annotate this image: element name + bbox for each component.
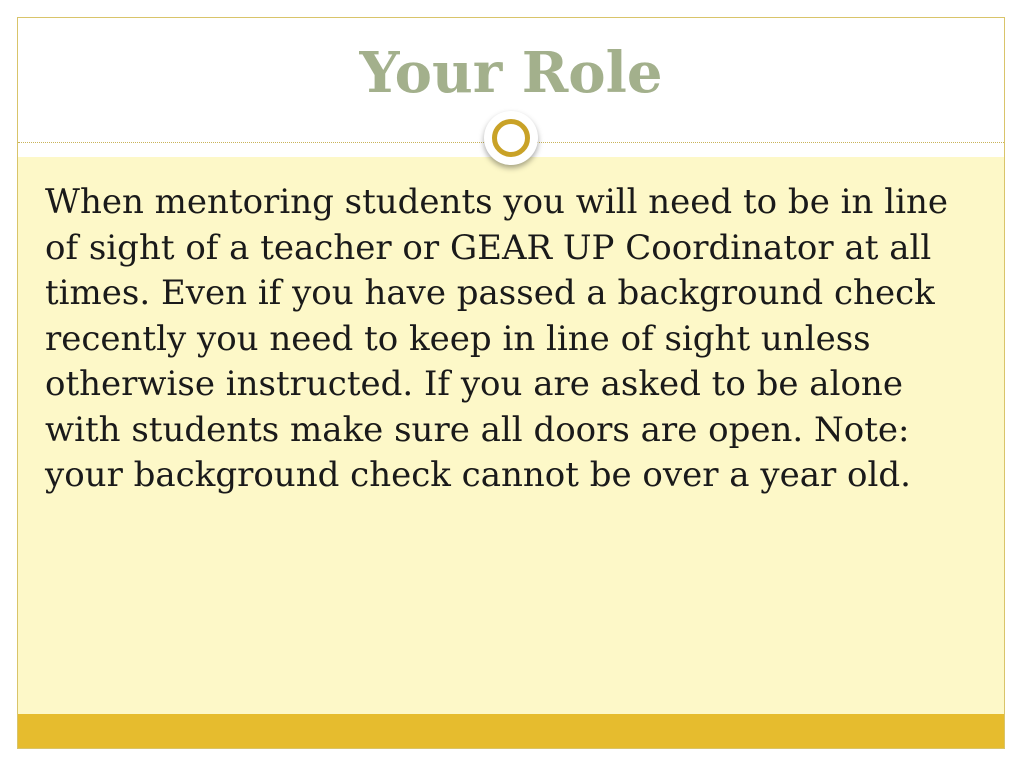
footer-bar [18,714,1004,749]
slide-body-text: When mentoring students you will need to be in line of sight of a teacher or GEAR UP Coordinator at all times. Even if you have passed a background check recently you need to keep in line of sight unless otherwise instructed. If you are asked to be alone with students make sure all doors are open. Note: your background check cannot be over a year old. [45,182,948,495]
slide-title: Your Role [359,40,663,106]
circle-ornament-icon [484,111,538,165]
ornament-ring [492,119,530,157]
slide [17,17,1005,749]
